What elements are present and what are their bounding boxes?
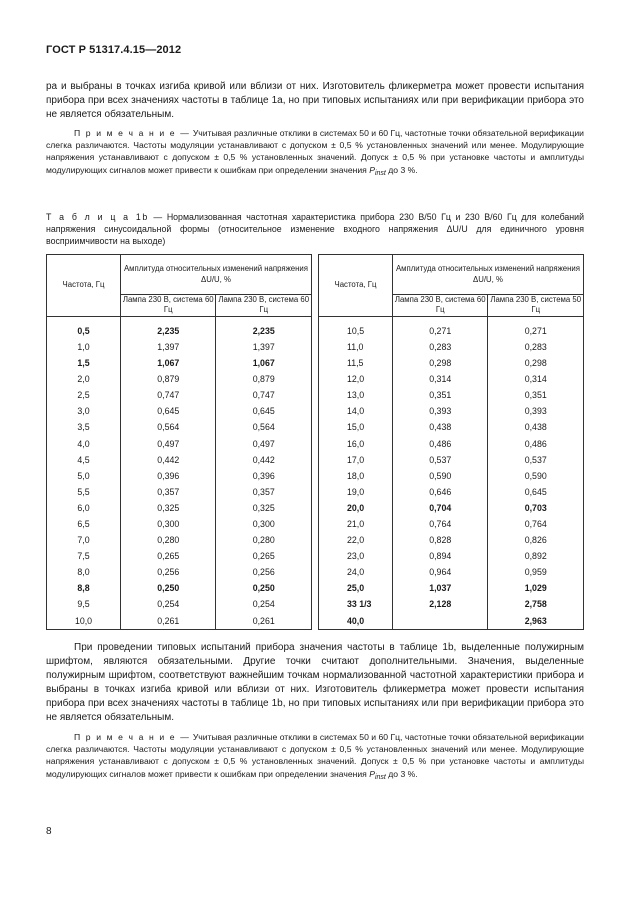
cell-value-left-2: 0,442 (216, 452, 312, 468)
note-2-sub: inst (374, 773, 386, 781)
cell-value-right-2: 0,537 (488, 452, 584, 468)
cell-value-left-1: 0,261 (121, 613, 216, 630)
cell-value-right-2: 1,029 (488, 580, 584, 596)
cell-frequency-right: 23,0 (318, 548, 392, 564)
cell-frequency-right: 12,0 (318, 371, 392, 387)
cell-frequency-left: 10,0 (47, 613, 121, 630)
cell-frequency-right: 18,0 (318, 468, 392, 484)
note-2-p: P (369, 768, 375, 779)
cell-frequency-right: 19,0 (318, 484, 392, 500)
cell-value-right-2: 0,314 (488, 371, 584, 387)
cell-value-right-1: 0,646 (392, 484, 487, 500)
table-caption-text: — Нормализованная частотная характеристика прибора 230 В/50 Гц и 230 В/60 Гц для колебаний напряжения синусоидальной формы (относительное изменение входного напряжения ΔU/U для единичного уровня восприимчивости на выходе) (46, 212, 584, 246)
document-header: ГОСТ Р 51317.4.15—2012 (46, 44, 182, 56)
cell-gap (311, 500, 318, 516)
cell-frequency-right: 20,0 (318, 500, 392, 516)
cell-value-right-2: 0,283 (488, 339, 584, 355)
cell-value-left-1: 0,645 (121, 403, 216, 419)
cell-frequency-left: 1,0 (47, 339, 121, 355)
note-1-tail: до 3 %. (385, 164, 418, 175)
cell-frequency-right: 40,0 (318, 613, 392, 630)
cell-gap (311, 339, 318, 355)
table-row (47, 339, 584, 355)
table-row (47, 596, 584, 612)
note-2-body (46, 731, 584, 784)
cell-value-right-1: 0,764 (392, 516, 487, 532)
cell-value-left-2: 0,261 (216, 613, 312, 630)
cell-value-left-2: 1,067 (216, 355, 312, 371)
cell-gap (311, 355, 318, 371)
cell-value-right-2: 0,393 (488, 403, 584, 419)
cell-value-right-1: 0,351 (392, 387, 487, 403)
cell-value-left-2: 0,300 (216, 516, 312, 532)
top-paragraph (46, 80, 584, 122)
table-row (47, 580, 584, 596)
cell-gap (311, 452, 318, 468)
bottom-paragraph (46, 641, 584, 725)
cell-value-right-2: 0,703 (488, 500, 584, 516)
table-row (47, 316, 584, 339)
cell-frequency-left: 6,5 (47, 516, 121, 532)
cell-value-left-1: 0,497 (121, 435, 216, 451)
note-2-tail: до 3 %. (385, 768, 418, 779)
cell-value-right-1: 0,704 (392, 500, 487, 516)
cell-value-left-2: 0,879 (216, 371, 312, 387)
cell-value-left-1: 0,280 (121, 532, 216, 548)
note-1-text: Учитывая различные отклики в системах 50 и 60 Гц, частотные точки обязательной верификации слегка различаются. Частоты модуляции устанавливают с допуском ± 0,5 % установленных значений или менее. Модулирующие напряжения устанавливают с допуском ± 0,5 % установленных значений. Допуск ± 0,5 % при установке частоты и амплитуды модулирующих сигналов может привести к ошибкам при определении значения (46, 128, 584, 175)
header-sub-right-2: Лампа 230 В, система 50 Гц (488, 295, 584, 317)
cell-value-right-2: 0,826 (488, 532, 584, 548)
table-gap (311, 255, 318, 317)
cell-value-left-1: 0,879 (121, 371, 216, 387)
table-caption-label: Т а б л и ц а 1b (46, 212, 149, 222)
cell-value-right-2: 2,963 (488, 613, 584, 630)
cell-value-left-2: 2,235 (216, 316, 312, 339)
cell-frequency-left: 7,0 (47, 532, 121, 548)
cell-gap (311, 548, 318, 564)
note-1 (46, 127, 584, 180)
cell-frequency-left: 2,5 (47, 387, 121, 403)
cell-gap (311, 516, 318, 532)
cell-value-left-1: 0,357 (121, 484, 216, 500)
note-1-p: P (369, 164, 375, 175)
table-caption (46, 211, 584, 247)
header-amplitude-right: Амплитуда относительных изменений напряжения ΔU/U, % (392, 255, 583, 295)
cell-value-left-1: 1,067 (121, 355, 216, 371)
header-amplitude-left: Амплитуда относительных изменений напряжения ΔU/U, % (121, 255, 312, 295)
top-paragraph-text: ра и выбраны в точках изгиба кривой или вблизи от них. Изготовитель фликерметра может провести испытания прибора при всех значениях частоты в таблице 1а, но при типовых испытаниях или при верификации прибора это не является обязательным. (46, 81, 584, 120)
cell-value-left-2: 0,564 (216, 419, 312, 435)
cell-value-left-2: 0,497 (216, 435, 312, 451)
cell-value-right-1: 0,393 (392, 403, 487, 419)
frequency-response-table (46, 254, 584, 630)
cell-frequency-left: 9,5 (47, 596, 121, 612)
cell-value-left-1: 0,256 (121, 564, 216, 580)
cell-frequency-right: 22,0 (318, 532, 392, 548)
cell-value-right-1: 0,828 (392, 532, 487, 548)
cell-gap (311, 468, 318, 484)
cell-frequency-right: 14,0 (318, 403, 392, 419)
cell-gap (311, 613, 318, 630)
cell-value-right-1: 0,894 (392, 548, 487, 564)
table-body (47, 316, 584, 629)
cell-value-right-2: 0,486 (488, 435, 584, 451)
table-row (47, 484, 584, 500)
cell-frequency-right: 33 1/3 (318, 596, 392, 612)
table-row (47, 564, 584, 580)
cell-value-right-1: 2,128 (392, 596, 487, 612)
cell-value-left-2: 0,396 (216, 468, 312, 484)
table-row (47, 516, 584, 532)
cell-value-right-1: 0,590 (392, 468, 487, 484)
cell-gap (311, 316, 318, 339)
note-1-label: П р и м е ч а н и е — (74, 128, 191, 138)
cell-frequency-left: 5,0 (47, 468, 121, 484)
cell-frequency-left: 8,0 (47, 564, 121, 580)
table-row (47, 613, 584, 630)
cell-value-right-2: 0,298 (488, 355, 584, 371)
cell-frequency-left: 4,5 (47, 452, 121, 468)
cell-frequency-left: 0,5 (47, 316, 121, 339)
note-1-body (46, 127, 584, 180)
cell-value-left-2: 0,280 (216, 532, 312, 548)
cell-frequency-left: 8,8 (47, 580, 121, 596)
table-row (47, 403, 584, 419)
cell-frequency-left: 3,5 (47, 419, 121, 435)
cell-gap (311, 532, 318, 548)
cell-frequency-left: 7,5 (47, 548, 121, 564)
page-number: 8 (46, 826, 52, 837)
cell-value-left-1: 1,397 (121, 339, 216, 355)
cell-frequency-right: 25,0 (318, 580, 392, 596)
cell-gap (311, 596, 318, 612)
table-row (47, 371, 584, 387)
cell-value-left-2: 0,265 (216, 548, 312, 564)
cell-value-left-2: 1,397 (216, 339, 312, 355)
note-2-text: Учитывая различные отклики в системах 50 и 60 Гц, частотные точки обязательной верификации слегка различаются. Частоты модуляции устанавливают с допуском ± 0,5 % установленных значений или менее. Модулирующие напряжения устанавливают с допуском ± 0,5 % установленных значений. Допуск ± 0,5 % при установке частоты и амплитуды модулирующих сигналов может привести к ошибкам при определении значения (46, 732, 584, 779)
note-2 (46, 731, 584, 784)
cell-gap (311, 564, 318, 580)
table-row (47, 532, 584, 548)
cell-value-right-2: 0,764 (488, 516, 584, 532)
cell-gap (311, 419, 318, 435)
table-row (47, 355, 584, 371)
cell-value-right-1 (392, 613, 487, 630)
cell-frequency-left: 6,0 (47, 500, 121, 516)
cell-value-left-2: 0,747 (216, 387, 312, 403)
cell-value-left-2: 0,357 (216, 484, 312, 500)
note-2-label: П р и м е ч а н и е — (74, 732, 191, 742)
header-sub-right-1: Лампа 230 В, система 60 Гц (392, 295, 487, 317)
header-sub-left-2: Лампа 230 В, система 60 Гц (216, 295, 312, 317)
cell-gap (311, 435, 318, 451)
cell-frequency-left: 3,0 (47, 403, 121, 419)
cell-gap (311, 387, 318, 403)
cell-value-left-1: 0,325 (121, 500, 216, 516)
cell-value-right-2: 2,758 (488, 596, 584, 612)
header-frequency-right: Частота, Гц (318, 255, 392, 317)
cell-value-left-2: 0,645 (216, 403, 312, 419)
cell-value-right-1: 0,283 (392, 339, 487, 355)
cell-value-left-2: 0,256 (216, 564, 312, 580)
cell-frequency-right: 11,0 (318, 339, 392, 355)
cell-value-right-1: 0,271 (392, 316, 487, 339)
cell-gap (311, 484, 318, 500)
note-1-sub: inst (374, 169, 386, 177)
cell-value-left-1: 0,265 (121, 548, 216, 564)
cell-frequency-left: 2,0 (47, 371, 121, 387)
cell-frequency-left: 5,5 (47, 484, 121, 500)
cell-value-right-2: 0,590 (488, 468, 584, 484)
cell-value-right-1: 0,298 (392, 355, 487, 371)
cell-value-right-2: 0,271 (488, 316, 584, 339)
cell-value-left-2: 0,250 (216, 580, 312, 596)
cell-value-right-1: 1,037 (392, 580, 487, 596)
cell-value-right-1: 0,486 (392, 435, 487, 451)
cell-value-right-2: 0,645 (488, 484, 584, 500)
table-row (47, 387, 584, 403)
cell-frequency-right: 17,0 (318, 452, 392, 468)
cell-frequency-right: 21,0 (318, 516, 392, 532)
cell-frequency-right: 15,0 (318, 419, 392, 435)
table-row (47, 452, 584, 468)
cell-value-left-2: 0,325 (216, 500, 312, 516)
cell-value-left-1: 0,747 (121, 387, 216, 403)
cell-value-right-1: 0,438 (392, 419, 487, 435)
cell-value-left-1: 0,396 (121, 468, 216, 484)
cell-value-left-1: 0,254 (121, 596, 216, 612)
cell-value-right-1: 0,964 (392, 564, 487, 580)
cell-value-right-1: 0,314 (392, 371, 487, 387)
header-sub-left-1: Лампа 230 В, система 60 Гц (121, 295, 216, 317)
table-row (47, 548, 584, 564)
cell-frequency-right: 11,5 (318, 355, 392, 371)
cell-value-right-2: 0,351 (488, 387, 584, 403)
cell-value-left-1: 2,235 (121, 316, 216, 339)
cell-frequency-right: 24,0 (318, 564, 392, 580)
cell-frequency-right: 13,0 (318, 387, 392, 403)
cell-value-right-2: 0,892 (488, 548, 584, 564)
cell-frequency-right: 16,0 (318, 435, 392, 451)
cell-value-right-2: 0,438 (488, 419, 584, 435)
table-row (47, 468, 584, 484)
cell-gap (311, 403, 318, 419)
bottom-paragraph-text: При проведении типовых испытаний прибора значения частоты в таблице 1b, выделенные полужирным шрифтом, являются обязательными. Другие точки считают дополнительными. Значения, выделенные полужирным шрифтом, соответствуют важнейшим точкам нормализованной частотной характеристики прибора и выбраны в точках изгиба кривой или вблизи от них. Изготовитель фликерметра может провести испытания прибора при всех значениях частоты в таблице 1b, но при типовых испытаниях или при верификации прибора это не является обязательным. (46, 642, 584, 723)
cell-value-left-1: 0,300 (121, 516, 216, 532)
cell-value-left-2: 0,254 (216, 596, 312, 612)
cell-frequency-right: 10,5 (318, 316, 392, 339)
cell-value-left-1: 0,442 (121, 452, 216, 468)
cell-value-left-1: 0,250 (121, 580, 216, 596)
cell-gap (311, 371, 318, 387)
header-frequency-left: Частота, Гц (47, 255, 121, 317)
cell-frequency-left: 1,5 (47, 355, 121, 371)
cell-value-right-1: 0,537 (392, 452, 487, 468)
cell-frequency-left: 4,0 (47, 435, 121, 451)
table-row (47, 419, 584, 435)
cell-gap (311, 580, 318, 596)
table-row (47, 435, 584, 451)
table-row (47, 500, 584, 516)
cell-value-left-1: 0,564 (121, 419, 216, 435)
cell-value-right-2: 0,959 (488, 564, 584, 580)
